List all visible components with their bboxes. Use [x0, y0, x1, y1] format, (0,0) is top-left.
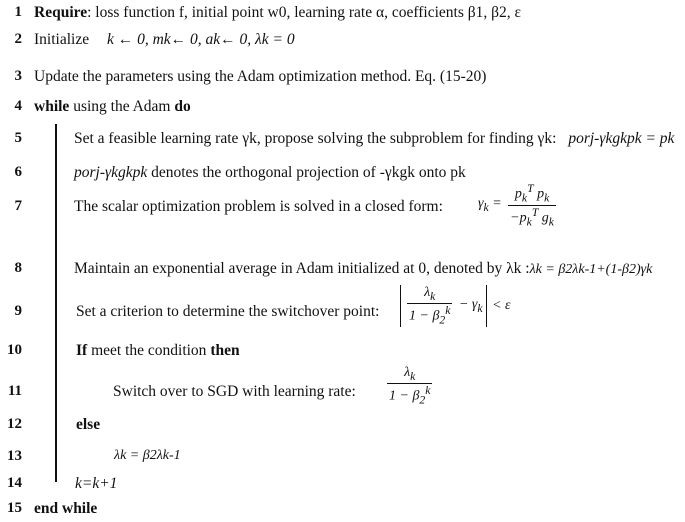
switch-criterion: $\frac{\lambda_k}{1 - \beta_2^k}$ − $\gamma_k < \varepsilon$	[398, 285, 511, 327]
line-number: 15	[7, 500, 22, 516]
average-equation: λk = β2λk-1+(1-β2)γk	[529, 262, 653, 277]
closed-form-equation: $\gamma_k$ = $\frac{p_k^T p_k}{-p_k^T g_k}$	[478, 182, 554, 229]
line-number: 9	[14, 303, 22, 319]
algorithm-line-15	[0, 498, 685, 522]
algorithm-line-3	[0, 66, 685, 90]
line-number: 13	[7, 448, 22, 464]
algorithm-line-8	[0, 258, 685, 282]
algorithm-line-5	[0, 128, 685, 152]
line-text: Update the parameters using the Adam optimization method. Eq. (15-20)	[34, 68, 487, 85]
line-number: 4	[14, 98, 22, 114]
line-text: Set a criterion to determine the switchover point:	[76, 303, 380, 320]
algorithm-line-1: 1 Require: loss function f, initial point w0, learning rate α, coefficients β1, β2, ε	[0, 2, 685, 26]
line-text: The scalar optimization problem is solved in a closed form:	[74, 198, 443, 215]
line-number: 11	[7, 383, 22, 399]
line-number: 10	[7, 342, 22, 358]
line-text: meet the condition	[91, 342, 207, 359]
keyword-require: Require	[34, 4, 88, 21]
increment-equation: k=k+1	[75, 475, 118, 492]
projection-term: porj-γkgkpk	[74, 164, 148, 181]
algorithm-line-11	[0, 365, 685, 407]
line-number: 8	[14, 260, 22, 276]
projection-equation: porj-γkgkpk = pk	[568, 130, 675, 147]
keyword-end-while: end while	[34, 500, 98, 517]
algorithm-line-12	[0, 414, 685, 438]
line-number: 2	[14, 31, 22, 47]
line-number: 1	[14, 4, 22, 20]
decay-equation: λk = β2λk-1	[114, 448, 181, 463]
algorithm-line-14	[0, 473, 685, 497]
algorithm-line-9	[0, 285, 685, 327]
line-number: 14	[7, 475, 22, 491]
line-text: Switch over to SGD with learning rate:	[113, 383, 356, 400]
line-number: 12	[7, 416, 22, 432]
algorithm-line-10	[0, 340, 685, 364]
keyword-if: If	[76, 342, 88, 359]
line-text: using the Adam	[73, 98, 171, 115]
line-number: 6	[14, 164, 22, 180]
line-text: denotes the orthogonal projection of -γkgk onto pk	[151, 164, 466, 181]
line-text: Maintain an exponential average in Adam initialized at 0, denoted by λk :	[74, 260, 530, 277]
keyword-do: do	[174, 98, 191, 115]
algorithm-line-4	[0, 96, 685, 120]
keyword-else: else	[76, 416, 101, 433]
algorithm-line-6	[0, 162, 685, 186]
line-text: loss function f, initial point w0, learning rate α, coefficients β1, β2, ε	[95, 4, 522, 21]
keyword-then: then	[210, 342, 240, 359]
line-text: Set a feasible learning rate γk, propose solving the subproblem for finding γk:	[74, 130, 557, 147]
init-math: k ← 0, mk← 0, ak← 0, λk = 0	[106, 31, 295, 48]
sgd-learning-rate: $\frac{\lambda_k}{1 - \beta_2^k}$	[389, 365, 431, 407]
line-text: Initialize	[34, 31, 90, 48]
algorithm-line-2	[0, 29, 685, 53]
algorithm-line-7	[0, 182, 685, 229]
line-number: 7	[14, 198, 22, 214]
keyword-while: while	[34, 98, 70, 115]
line-number: 3	[14, 68, 22, 84]
algorithm-line-13	[0, 446, 685, 470]
line-number: 5	[14, 130, 22, 146]
